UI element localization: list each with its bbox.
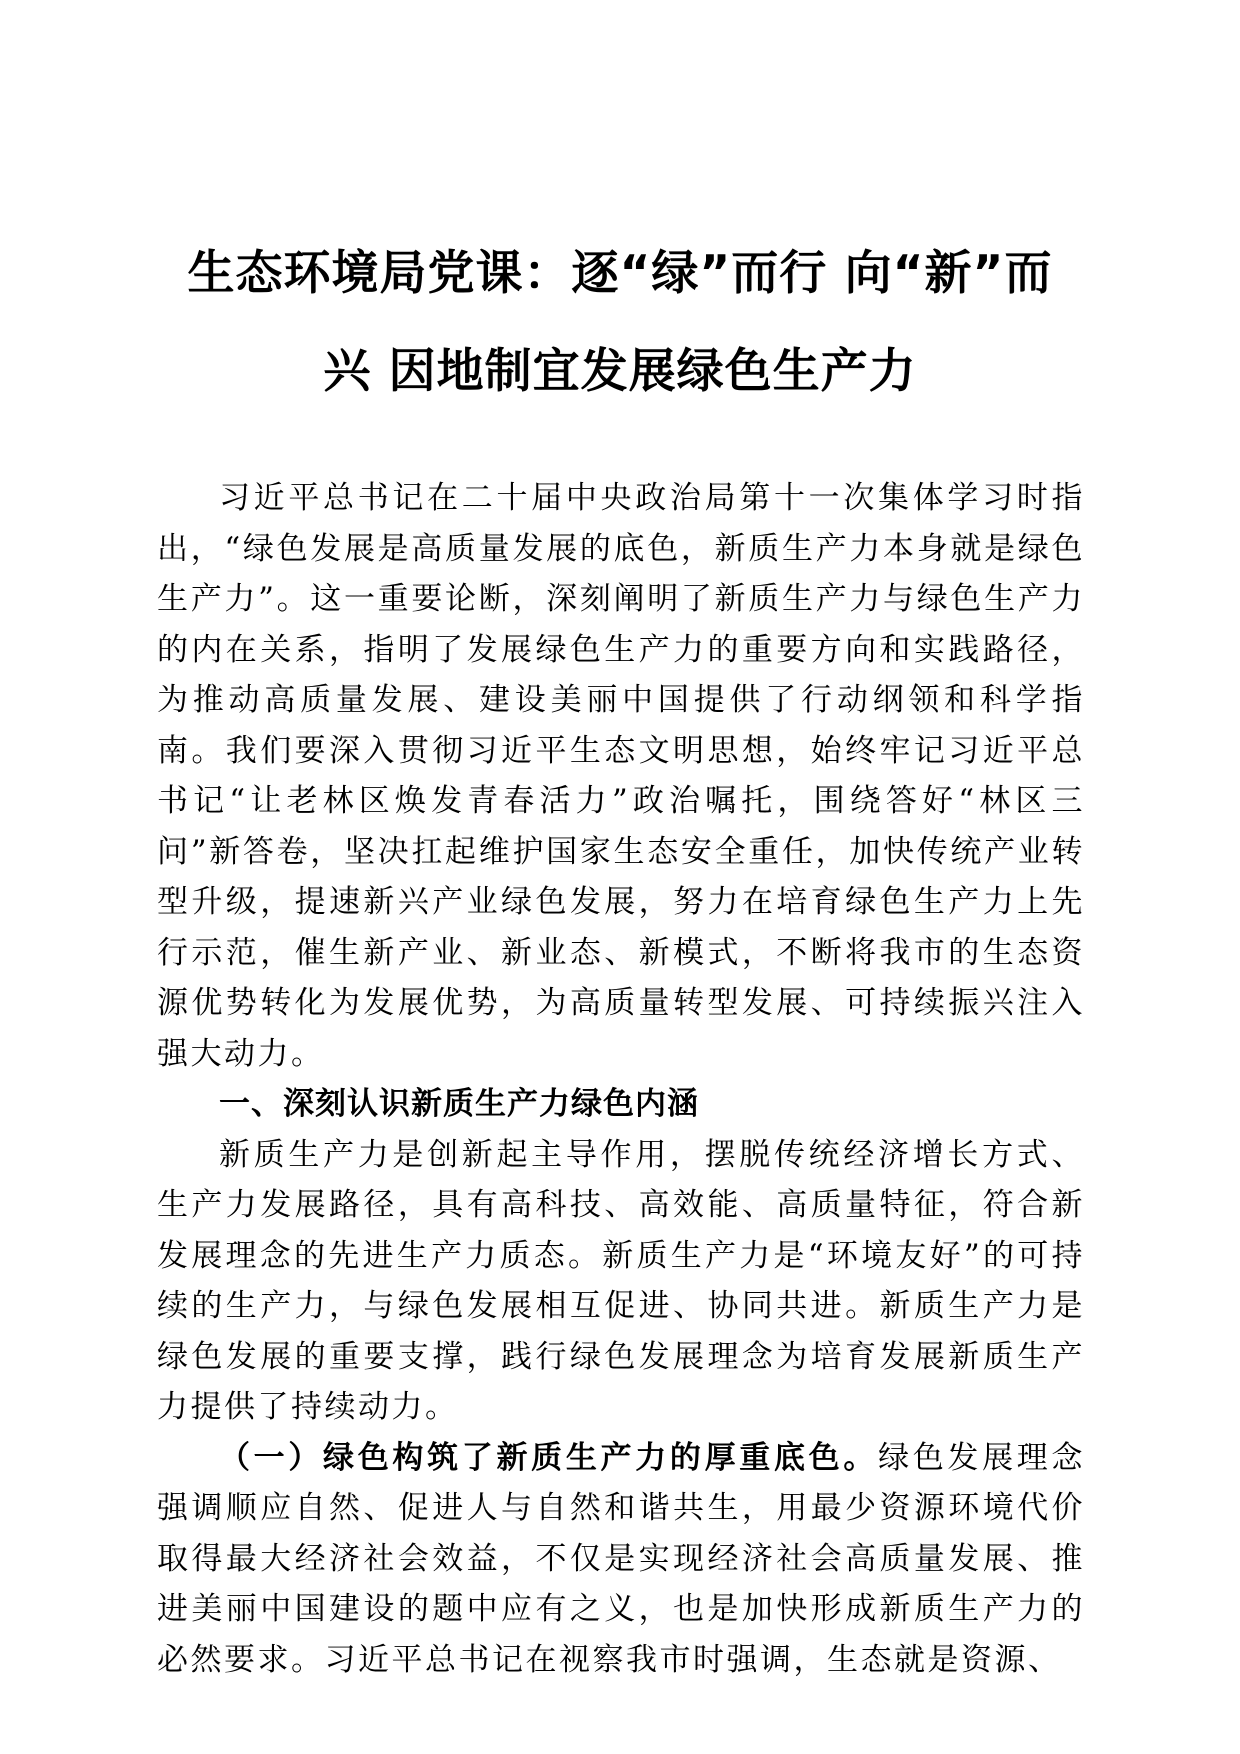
section-1-paragraph: 新质生产力是创新起主导作用，摆脱传统经济增长方式、生产力发展路径，具有高科技、高效能、高质量特征，符合新发展理念的先进生产力质态。新质生产力是“环境友好”的可持续的生产力，与绿色发展相互促进、协同共进。新质生产力是绿色发展的重要支撑，践行绿色发展理念为培育发展新质生产力提供了持续动力。 [157,1136,1085,1425]
subsection-1-paragraph [157,1433,1085,1686]
title-line-2: 兴 因地制宜发展绿色生产力 [323,344,917,399]
subsection-heading-1: （一）绿色构筑了新质生产力的厚重底色。 [219,1439,879,1476]
intro-paragraph: 习近平总书记在二十届中央政治局第十一次集体学习时指出，“绿色发展是高质量发展的底色，新质生产力本身就是绿色生产力”。这一重要论断，深刻阐明了新质生产力与绿色生产力的内在关系，指明了发展绿色生产力的重要方向和实践路径，为推动高质量发展、建设美丽中国提供了行动纲领和科学指南。我们要深入贯彻习近平生态文明思想，始终牢记习近平总书记“让老林区焕发青春活力”政治嘱托，围绕答好“林区三问”新答卷，坚决扛起维护国家生态安全重任，加快传统产业转型升级，提速新兴产业绿色发展，努力在培育绿色生产力上先行示范，催生新产业、新业态、新模式，不断将我市的生态资源优势转化为发展优势，为高质量转型发展、可持续振兴注入强大动力。 [157,480,1085,1072]
document-body [157,473,1085,1685]
subsection-1-text: 绿色发展理念强调顺应自然、促进人与自然和谐共生，用最少资源环境代价取得最大经济社会效益，不仅是实现经济社会高质量发展、推进美丽中国建设的题中应有之义，也是加快形成新质生产力的必然要求。习近平总书记在视察我市时强调，生态就是资源、 [157,1439,1085,1678]
title-line-1: 生态环境局党课：逐“绿”而行 向“新”而 [187,246,1053,301]
section-heading-1: 一、深刻认识新质生产力绿色内涵 [219,1086,699,1122]
document-title [150,225,1090,421]
